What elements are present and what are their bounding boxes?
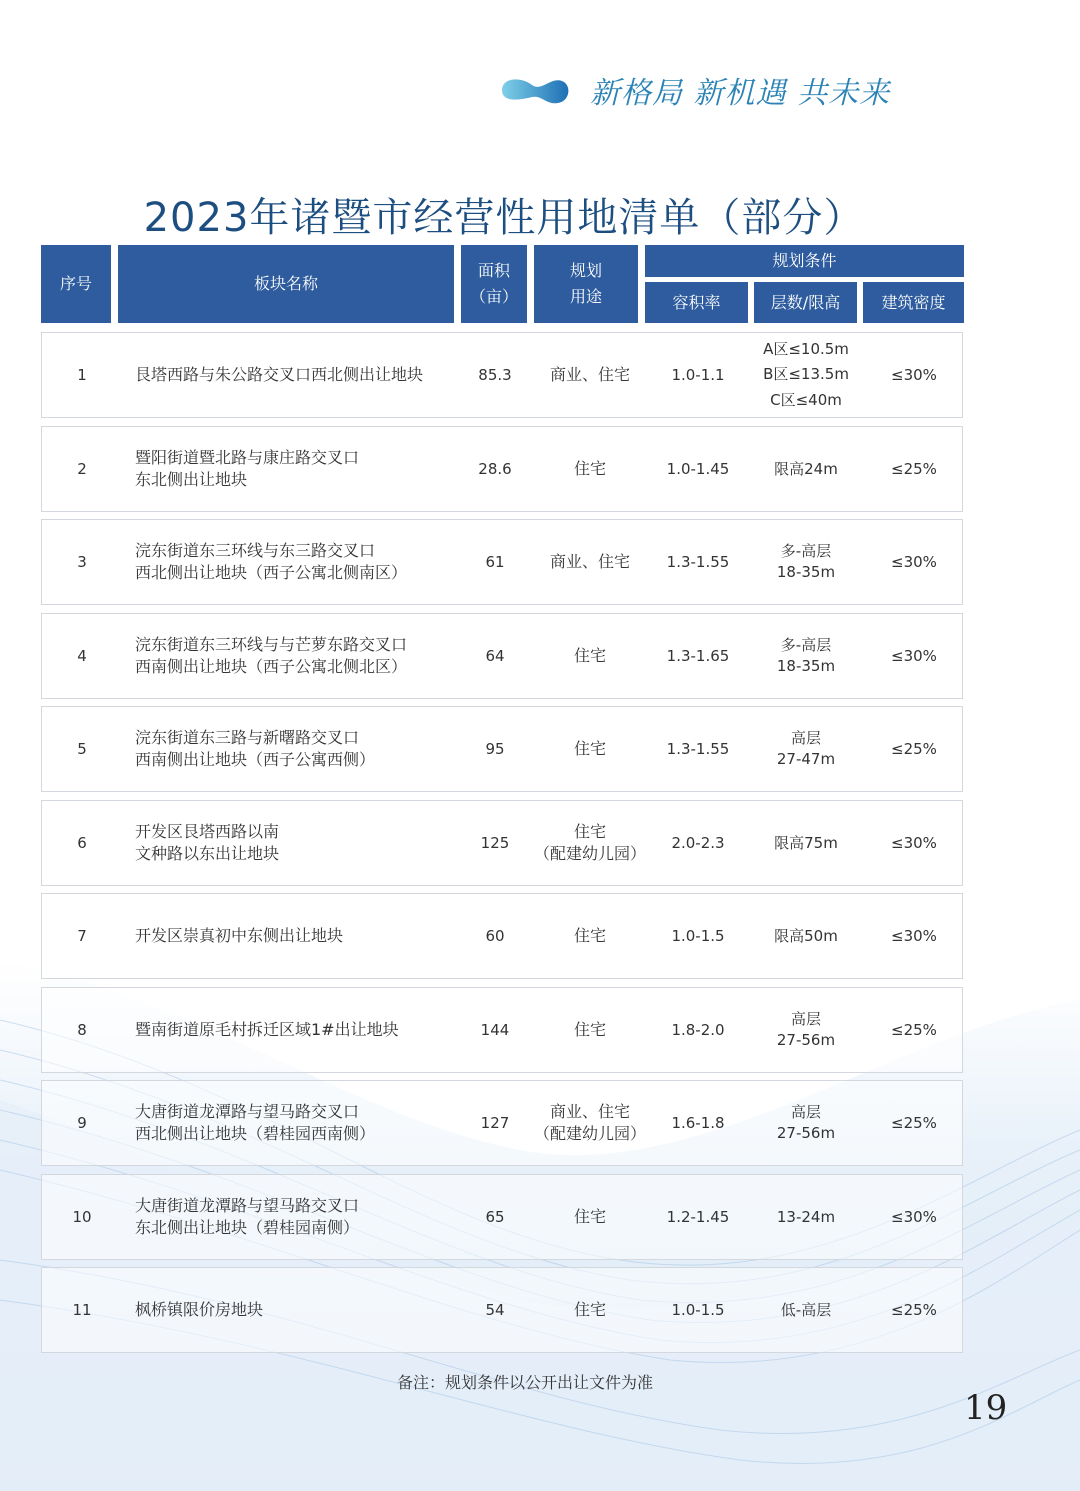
header-no: 序号 [41, 245, 111, 323]
row-name-line: 大唐街道龙潭路与望马路交叉口 [135, 1101, 360, 1121]
row-name [135, 333, 475, 417]
row-floors-line: 27-56m [776, 1124, 836, 1142]
row-far: 2.0-2.3 [671, 833, 725, 852]
row-use [532, 707, 648, 791]
row-density: ≤25% [891, 459, 937, 478]
table-row [41, 800, 963, 886]
row-use-line: 商业、住宅 [549, 364, 630, 384]
row-name-line: 西北侧出让地块（西子公寓北侧南区） [135, 563, 408, 582]
row-no: 9 [77, 1113, 87, 1132]
row-floors-line: B区≤13.5m [763, 365, 849, 384]
wave-logo-icon [498, 73, 570, 107]
row-no: 4 [77, 646, 87, 665]
slogan-text: 新格局 新机遇 共未来 [590, 76, 891, 111]
row-floors [751, 707, 861, 791]
row-floors [751, 988, 861, 1072]
row-floors-line: A区≤10.5m [763, 339, 849, 358]
row-name [135, 614, 475, 698]
page-number: 19 [964, 1388, 1008, 1428]
row-name-line: 大唐街道龙潭路与望马路交叉口 [135, 1195, 360, 1215]
row-floors-line: C区≤40m [770, 390, 842, 409]
row-use-line: 住宅 [573, 1299, 606, 1319]
row-no: 11 [72, 1300, 92, 1319]
row-name-line: 东北侧出让地块 [135, 470, 248, 489]
row-floors-line: 低-高层 [780, 1300, 832, 1319]
row-far: 1.2-1.45 [666, 1207, 730, 1226]
row-area: 28.6 [478, 459, 512, 478]
row-use [532, 1081, 648, 1165]
header-use-line2: 用途 [569, 287, 602, 306]
row-use-line: 住宅 [573, 925, 606, 945]
row-far: 1.8-2.0 [671, 1020, 725, 1039]
row-floors-line: 高层 [790, 1010, 821, 1028]
row-name-line: 暨南街道原毛村拆迁区域1#出让地块 [135, 1019, 399, 1039]
row-use-line: 住宅 [573, 1206, 606, 1226]
header-area [461, 245, 527, 323]
row-floors-line: 13-24m [776, 1207, 836, 1226]
row-density: ≤30% [891, 365, 937, 384]
table-row [41, 613, 963, 699]
row-density: ≤30% [891, 552, 937, 571]
row-use [532, 1268, 648, 1352]
row-floors-line: 27-47m [776, 750, 836, 768]
row-name [135, 1175, 475, 1259]
row-name-line: 文种路以东出让地块 [135, 844, 280, 863]
row-name-line: 浣东街道东三环线与东三路交叉口 [135, 540, 376, 560]
row-name-line: 暨阳街道暨北路与康庄路交叉口 [135, 447, 360, 467]
row-use-line: 住宅 [573, 738, 606, 758]
row-name [135, 427, 475, 511]
row-density: ≤25% [891, 739, 937, 758]
table-row [41, 706, 963, 792]
row-area: 61 [485, 552, 505, 571]
row-floors [751, 1175, 861, 1259]
row-far: 1.0-1.45 [666, 459, 730, 478]
row-far: 1.0-1.1 [671, 365, 725, 384]
row-floors [751, 614, 861, 698]
row-use [532, 333, 648, 417]
row-far: 1.3-1.65 [666, 646, 730, 665]
row-density: ≤30% [891, 926, 937, 945]
row-no: 10 [72, 1207, 92, 1226]
row-use-line: （配建幼儿园） [533, 844, 646, 863]
row-far: 1.3-1.55 [666, 552, 730, 571]
row-density: ≤25% [891, 1300, 937, 1319]
row-floors [751, 801, 861, 885]
row-area: 144 [480, 1020, 510, 1039]
row-floors [751, 1081, 861, 1165]
row-use-line: 住宅 [573, 645, 606, 665]
row-use [532, 894, 648, 978]
row-density: ≤30% [891, 646, 937, 665]
row-use-line: 商业、住宅 [549, 1101, 630, 1121]
row-use-line: 住宅 [573, 1019, 606, 1039]
row-no: 6 [77, 833, 87, 852]
row-name-line: 艮塔西路与朱公路交叉口西北侧出让地块 [135, 364, 424, 384]
table-row [41, 1267, 963, 1353]
header-floors: 层数/限高 [754, 282, 857, 323]
row-floors [751, 333, 861, 417]
header-slogan [498, 68, 890, 112]
row-floors [751, 1268, 861, 1352]
row-name-line: 开发区艮塔西路以南 [135, 821, 280, 841]
row-area: 54 [485, 1300, 505, 1319]
row-no: 8 [77, 1020, 87, 1039]
row-area: 65 [485, 1207, 505, 1226]
row-name-line: 西南侧出让地块（西子公寓北侧北区） [135, 657, 408, 676]
row-floors-line: 18-35m [776, 563, 836, 581]
row-floors [751, 894, 861, 978]
row-name [135, 894, 475, 978]
row-floors-line: 限高24m [774, 459, 838, 478]
row-use [532, 988, 648, 1072]
row-far: 1.6-1.8 [671, 1113, 725, 1132]
row-use-line: 住宅 [573, 458, 606, 478]
row-far: 1.0-1.5 [671, 1300, 725, 1319]
row-floors-line: 高层 [790, 1103, 821, 1121]
row-area: 85.3 [478, 365, 512, 384]
row-name [135, 801, 475, 885]
header-use [534, 245, 638, 323]
header-use-line1: 规划 [569, 261, 602, 281]
row-name-line: 浣东街道东三环线与与芒萝东路交叉口 [135, 634, 408, 654]
table-row [41, 519, 963, 605]
page-title: 2023年诸暨市经营性用地清单（部分） [143, 195, 865, 241]
row-use-line: （配建幼儿园） [533, 1124, 646, 1143]
row-use-line: 商业、住宅 [549, 551, 630, 571]
row-no: 3 [77, 552, 87, 571]
row-use [532, 801, 648, 885]
row-floors [751, 520, 861, 604]
header-far: 容积率 [645, 282, 748, 323]
header-density: 建筑密度 [863, 282, 964, 323]
row-floors-line: 27-56m [776, 1031, 836, 1049]
row-density: ≤25% [891, 1020, 937, 1039]
row-far: 1.3-1.55 [666, 739, 730, 758]
row-name [135, 520, 475, 604]
table-row [41, 1174, 963, 1260]
table-row [41, 893, 963, 979]
row-area: 127 [480, 1113, 510, 1132]
footnote: 备注：规划条件以公开出让文件为准 [396, 1373, 653, 1392]
row-use [532, 427, 648, 511]
row-name [135, 988, 475, 1072]
row-use [532, 520, 648, 604]
row-no: 2 [77, 459, 87, 478]
row-floors-line: 18-35m [776, 657, 836, 675]
header-area-line2: （亩） [469, 287, 518, 306]
table-row [41, 987, 963, 1073]
row-density: ≤30% [891, 1207, 937, 1226]
header-conditions: 规划条件 [645, 245, 964, 277]
row-area: 64 [485, 646, 505, 665]
row-use [532, 614, 648, 698]
row-floors-line: 多-高层 [780, 636, 832, 654]
row-no: 1 [77, 365, 87, 384]
table-row [41, 1080, 963, 1166]
row-name-line: 西南侧出让地块（西子公寓西侧） [135, 750, 376, 769]
row-name-line: 东北侧出让地块（碧桂园南侧） [135, 1218, 360, 1237]
row-density: ≤30% [891, 833, 937, 852]
row-far: 1.0-1.5 [671, 926, 725, 945]
row-name-line: 浣东街道东三路与新曙路交叉口 [135, 727, 360, 747]
row-floors-line: 限高75m [774, 833, 838, 852]
row-name [135, 1268, 475, 1352]
table-row [41, 426, 963, 512]
row-name-line: 西北侧出让地块（碧桂园西南侧） [135, 1124, 376, 1143]
table-row [41, 332, 963, 418]
row-floors [751, 427, 861, 511]
row-density: ≤25% [891, 1113, 937, 1132]
row-name [135, 1081, 475, 1165]
row-use-line: 住宅 [573, 821, 606, 841]
row-use [532, 1175, 648, 1259]
header-name: 板块名称 [118, 245, 454, 323]
header-area-line1: 面积 [477, 261, 510, 281]
row-area: 95 [485, 739, 505, 758]
row-no: 5 [77, 739, 87, 758]
row-area: 60 [485, 926, 505, 945]
row-name-line: 开发区崇真初中东侧出让地块 [135, 925, 344, 945]
row-floors-line: 限高50m [774, 926, 838, 945]
row-name [135, 707, 475, 791]
row-name-line: 枫桥镇限价房地块 [135, 1299, 264, 1319]
row-area: 125 [480, 833, 510, 852]
row-no: 7 [77, 926, 87, 945]
row-floors-line: 多-高层 [780, 542, 832, 560]
row-floors-line: 高层 [790, 729, 821, 747]
